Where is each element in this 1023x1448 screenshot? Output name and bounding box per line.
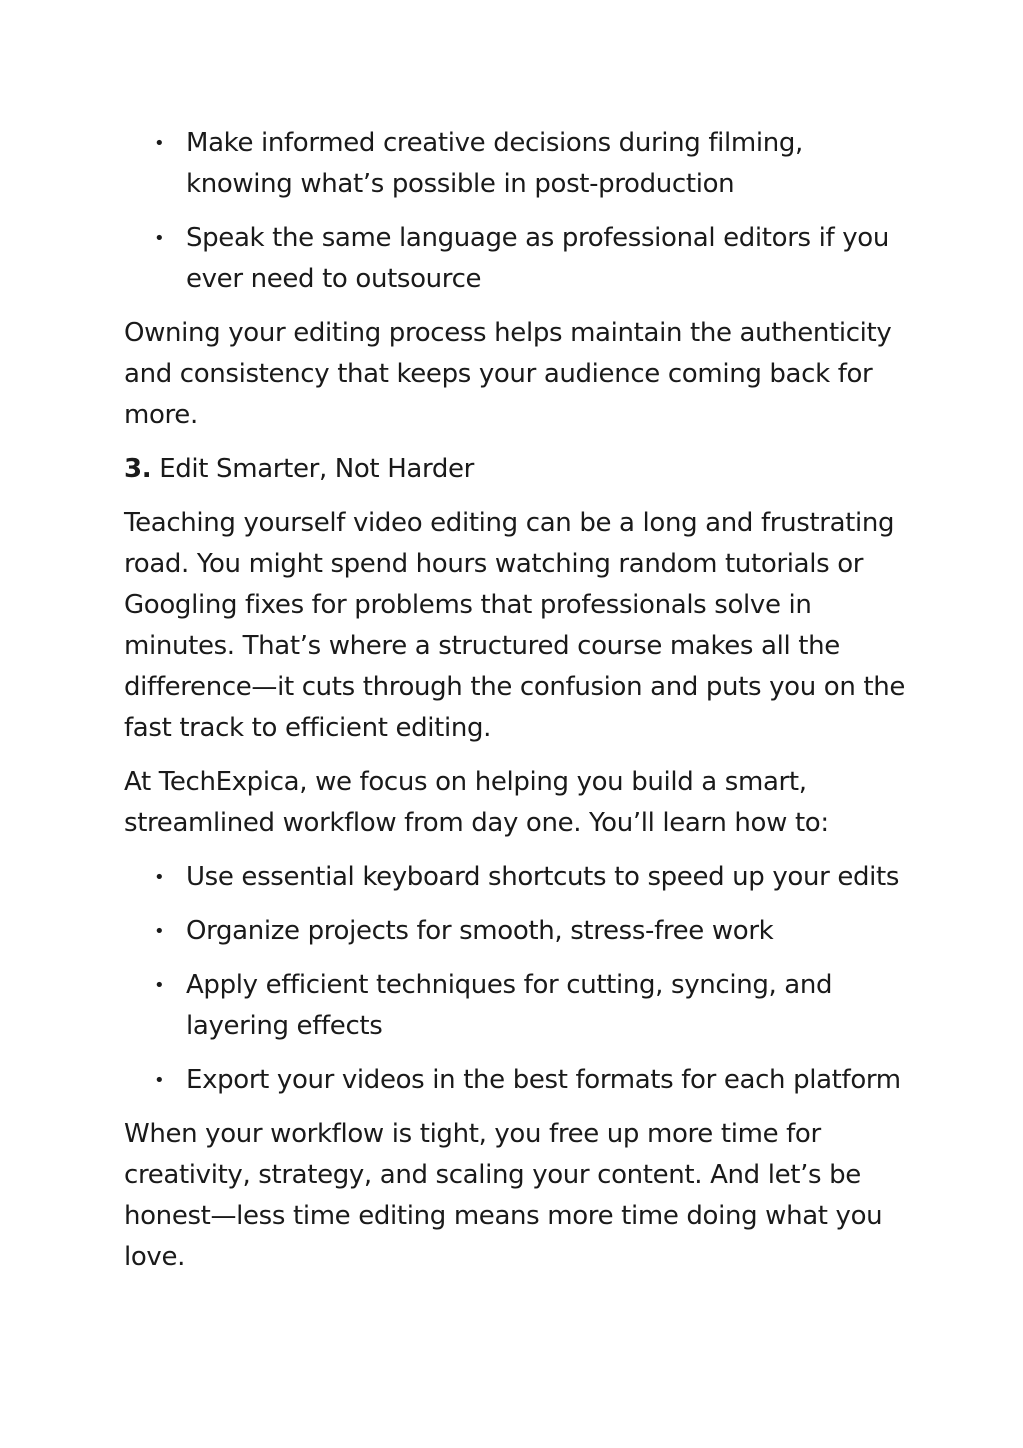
paragraph-techexpica: At TechExpica, we focus on helping you build a smart, streamlined workflow from day one. You’ll learn how to:: [124, 767, 829, 838]
bullet-icon: •: [154, 867, 165, 888]
bullet-list-filming: [124, 123, 914, 300]
paragraph-workflow: When your workflow is tight, you free up more time for creativity, strategy, and scaling your content. And let’s be honest—less time editing means more time doing what you love.: [124, 1119, 883, 1272]
list-item-text: Use essential keyboard shortcuts to speed up your edits: [186, 862, 900, 892]
paragraph-teaching: Teaching yourself video editing can be a long and frustrating road. You might spend hours watching random tutorials or Googling fixes for problems that professionals solve in minutes. That’s where a structured course makes all the difference—it cuts through the confusion and puts you on the fast track to efficient editing.: [124, 508, 905, 743]
bullet-icon: •: [154, 921, 165, 942]
list-item: [154, 1060, 914, 1101]
bullet-icon: •: [154, 228, 165, 249]
section-title: Edit Smarter, Not Harder: [151, 454, 474, 484]
list-item-text: Make informed creative decisions during filming, knowing what’s possible in post-production: [186, 128, 803, 199]
paragraph-owning: Owning your editing process helps maintain the authenticity and consistency that keeps your audience coming back for more.: [124, 318, 892, 430]
section-heading: [124, 449, 914, 490]
list-item: [154, 911, 914, 952]
list-item-text: Organize projects for smooth, stress-free work: [186, 916, 774, 946]
list-item-text: Apply efficient techniques for cutting, syncing, and layering effects: [186, 970, 833, 1041]
list-item: [154, 965, 914, 1047]
bullet-icon: •: [154, 975, 165, 996]
section-number: 3.: [124, 454, 152, 484]
list-item: [154, 123, 914, 205]
list-item-text: Export your videos in the best formats for each platform: [186, 1065, 901, 1095]
list-item: [154, 857, 914, 898]
bullet-list-learn: [124, 857, 914, 1101]
list-item-text: Speak the same language as professional editors if you ever need to outsource: [186, 223, 889, 294]
document-page: [124, 123, 914, 1291]
bullet-icon: •: [154, 133, 165, 154]
bullet-icon: •: [154, 1070, 165, 1091]
list-item: [154, 218, 914, 300]
